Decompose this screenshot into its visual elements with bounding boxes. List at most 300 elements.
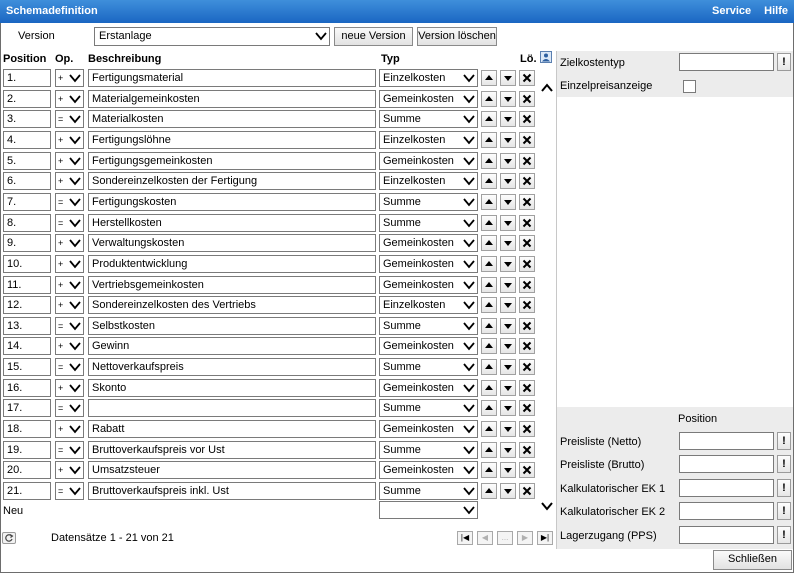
type-value: Gemeinkosten [383, 423, 454, 436]
arrow-down-icon [503, 424, 513, 434]
table-row [0, 316, 540, 337]
scroll-down-icon[interactable] [540, 500, 554, 512]
move-down-button[interactable] [500, 132, 516, 148]
position-input[interactable]: 7. [3, 193, 51, 211]
delete-row-button[interactable] [519, 111, 535, 127]
delete-row-button[interactable] [519, 318, 535, 334]
description-input[interactable]: Fertigungsmaterial [88, 69, 376, 87]
type-select[interactable] [379, 379, 478, 397]
side-field-input[interactable] [679, 432, 774, 450]
operator-select[interactable] [55, 399, 84, 417]
arrow-down-icon [503, 486, 513, 496]
move-up-button[interactable] [481, 483, 497, 499]
type-select[interactable] [379, 296, 478, 314]
scroll-up-icon[interactable] [540, 82, 554, 94]
type-value: Einzelkosten [383, 175, 446, 188]
move-down-button[interactable] [500, 380, 516, 396]
description-input[interactable]: Sondereinzelkosten des Vertriebs [88, 296, 376, 314]
close-icon [522, 94, 532, 104]
table-row [0, 357, 540, 378]
move-up-button[interactable] [481, 400, 497, 416]
arrow-up-icon [484, 135, 494, 145]
side-field-label: Kalkulatorischer EK 2 [560, 506, 666, 518]
operator-value: = [58, 486, 64, 496]
move-down-button[interactable] [500, 338, 516, 354]
arrow-up-icon [484, 486, 494, 496]
operator-select[interactable] [55, 441, 84, 459]
move-up-button[interactable] [481, 194, 497, 210]
arrow-up-icon [484, 218, 494, 228]
chevron-down-icon [68, 484, 82, 498]
move-down-button[interactable] [500, 277, 516, 293]
side-field-input[interactable] [679, 502, 774, 520]
operator-select[interactable] [55, 255, 84, 273]
delete-row-button[interactable] [519, 194, 535, 210]
table-row [0, 440, 540, 461]
operator-select[interactable] [55, 172, 84, 190]
operator-value: + [58, 176, 64, 187]
close-icon [522, 321, 532, 331]
operator-select[interactable] [55, 482, 84, 500]
close-icon [522, 362, 532, 372]
description-input[interactable]: Materialgemeinkosten [88, 90, 376, 108]
chevron-down-icon [462, 71, 476, 85]
move-down-button[interactable] [500, 256, 516, 272]
description-input[interactable]: Materialkosten [88, 110, 376, 128]
move-down-button[interactable] [500, 462, 516, 478]
delete-row-button[interactable] [519, 359, 535, 375]
close-icon [522, 197, 532, 207]
type-select[interactable] [379, 337, 478, 355]
arrow-down-icon [503, 341, 513, 351]
prev-page-icon[interactable]: ◀ [477, 531, 493, 545]
operator-select[interactable] [55, 420, 84, 438]
operator-select[interactable] [55, 131, 84, 149]
type-select[interactable] [379, 358, 478, 376]
chevron-down-icon [462, 92, 476, 106]
type-select[interactable] [379, 110, 478, 128]
arrow-up-icon [484, 238, 494, 248]
chevron-down-icon [462, 381, 476, 395]
version-select[interactable] [94, 27, 330, 46]
arrow-down-icon [503, 176, 513, 186]
delete-row-button[interactable] [519, 235, 535, 251]
chevron-down-icon [462, 112, 476, 126]
move-up-button[interactable] [481, 173, 497, 189]
chevron-down-icon [462, 174, 476, 188]
arrow-down-icon [503, 135, 513, 145]
side-field-lookup-button[interactable]: ! [777, 526, 791, 544]
move-down-button[interactable] [500, 421, 516, 437]
operator-select[interactable] [55, 317, 84, 335]
operator-select[interactable] [55, 152, 84, 170]
operator-select[interactable] [55, 193, 84, 211]
chevron-down-icon [68, 71, 82, 85]
move-up-button[interactable] [481, 256, 497, 272]
delete-row-button[interactable] [519, 153, 535, 169]
arrow-up-icon [484, 156, 494, 166]
arrow-up-icon [484, 341, 494, 351]
close-icon [522, 156, 532, 166]
description-input[interactable]: Umsatzsteuer [88, 461, 376, 479]
move-up-button[interactable] [481, 442, 497, 458]
chevron-down-icon [462, 154, 476, 168]
delete-row-button[interactable] [519, 338, 535, 354]
delete-row-button[interactable] [519, 132, 535, 148]
operator-value: = [58, 444, 64, 455]
type-value: Summe [383, 485, 421, 497]
move-down-button[interactable] [500, 359, 516, 375]
table-row [0, 419, 540, 440]
operator-value: + [58, 341, 64, 352]
move-down-button[interactable] [500, 70, 516, 86]
chevron-down-icon [462, 422, 476, 436]
arrow-up-icon [484, 197, 494, 207]
first-page-icon[interactable]: |◀ [457, 531, 473, 545]
description-input[interactable]: Fertigungslöhne [88, 131, 376, 149]
chevron-down-icon [314, 29, 328, 43]
operator-select[interactable] [55, 90, 84, 108]
arrow-down-icon [503, 156, 513, 166]
type-select[interactable] [379, 131, 478, 149]
description-input[interactable]: Vertriebsgemeinkosten [88, 276, 376, 294]
position-input[interactable]: 8. [3, 214, 51, 232]
help-link[interactable]: Hilfe [764, 5, 788, 17]
position-input[interactable]: 13. [3, 317, 51, 335]
type-select[interactable] [379, 461, 478, 479]
move-up-button[interactable] [481, 318, 497, 334]
refresh-icon[interactable] [2, 532, 16, 544]
type-value: Summe [383, 361, 421, 374]
zielkostentyp-lookup-button[interactable]: ! [777, 53, 791, 71]
position-input[interactable]: 2. [3, 90, 51, 108]
arrow-up-icon [484, 176, 494, 186]
new-row-type-select[interactable] [379, 501, 478, 519]
operator-value: = [58, 114, 64, 125]
operator-value: = [58, 320, 64, 331]
delete-version-button[interactable]: Version löschen [417, 27, 497, 46]
description-input[interactable]: Fertigungsgemeinkosten [88, 152, 376, 170]
close-icon [522, 280, 532, 290]
position-input[interactable]: 19. [3, 441, 51, 459]
delete-row-button[interactable] [519, 442, 535, 458]
table-row [0, 233, 540, 254]
move-down-button[interactable] [500, 483, 516, 499]
service-link[interactable]: Service [712, 5, 752, 17]
position-input[interactable]: 18. [3, 420, 51, 438]
arrow-down-icon [503, 383, 513, 393]
position-input[interactable]: 4. [3, 131, 51, 149]
arrow-up-icon [484, 362, 494, 372]
table-row [0, 151, 540, 172]
move-up-button[interactable] [481, 111, 497, 127]
page-ellipsis[interactable]: ... [497, 531, 513, 545]
close-icon [522, 259, 532, 269]
type-select[interactable] [379, 90, 478, 108]
chevron-down-icon [68, 319, 82, 333]
position-input[interactable]: 6. [3, 172, 51, 190]
arrow-down-icon [503, 403, 513, 413]
position-input[interactable]: 20. [3, 461, 51, 479]
type-select[interactable] [379, 482, 478, 500]
close-icon [522, 135, 532, 145]
einzelpreisanzeige-label: Einzelpreisanzeige [560, 80, 653, 92]
arrow-up-icon [484, 383, 494, 393]
position-input[interactable]: 10. [3, 255, 51, 273]
move-down-button[interactable] [500, 442, 516, 458]
move-down-button[interactable] [500, 153, 516, 169]
close-icon [522, 114, 532, 124]
move-down-button[interactable] [500, 194, 516, 210]
side-field-label: Lagerzugang (PPS) [560, 530, 657, 542]
close-icon [522, 73, 532, 83]
delete-row-button[interactable] [519, 483, 535, 499]
side-field-lookup-button[interactable]: ! [777, 479, 791, 497]
operator-value: + [58, 155, 64, 166]
type-select[interactable] [379, 420, 478, 438]
position-input[interactable]: 11. [3, 276, 51, 294]
side-field-label: Kalkulatorischer EK 1 [560, 483, 666, 495]
version-select-value: Erstanlage [99, 30, 152, 42]
table-row [0, 213, 540, 234]
operator-value: + [58, 382, 64, 393]
type-value: Summe [383, 113, 421, 126]
delete-row-button[interactable] [519, 215, 535, 231]
chevron-down-icon [68, 257, 82, 271]
chevron-down-icon [462, 133, 476, 147]
type-select[interactable] [379, 399, 478, 417]
arrow-up-icon [484, 259, 494, 269]
chevron-down-icon [462, 278, 476, 292]
type-value: Summe [383, 319, 421, 332]
description-input[interactable]: Skonto [88, 379, 376, 397]
type-value: Gemeinkosten [383, 92, 454, 105]
arrow-up-icon [484, 300, 494, 310]
table-row [0, 481, 540, 502]
chevron-down-icon [68, 463, 82, 477]
move-up-button[interactable] [481, 70, 497, 86]
delete-row-button[interactable] [519, 70, 535, 86]
type-value: Summe [383, 443, 421, 456]
operator-value: + [58, 279, 64, 290]
type-value: Einzelkosten [383, 133, 446, 146]
arrow-up-icon [484, 94, 494, 104]
position-input[interactable]: 16. [3, 379, 51, 397]
move-up-button[interactable] [481, 277, 497, 293]
arrow-down-icon [503, 114, 513, 124]
description-input[interactable]: Rabatt [88, 420, 376, 438]
arrow-down-icon [503, 218, 513, 228]
move-down-button[interactable] [500, 91, 516, 107]
description-input[interactable]: Bruttoverkaufspreis vor Ust [88, 441, 376, 459]
arrow-up-icon [484, 403, 494, 413]
operator-select[interactable] [55, 358, 84, 376]
close-icon [522, 445, 532, 455]
position-input[interactable]: 9. [3, 234, 51, 252]
move-up-button[interactable] [481, 235, 497, 251]
side-field-input[interactable] [679, 479, 774, 497]
position-input[interactable]: 5. [3, 152, 51, 170]
operator-value: = [58, 217, 64, 228]
delete-row-button[interactable] [519, 421, 535, 437]
einzelpreisanzeige-checkbox[interactable] [683, 80, 696, 93]
delete-row-button[interactable] [519, 91, 535, 107]
type-value: Einzelkosten [383, 299, 446, 312]
position-input[interactable]: 15. [3, 358, 51, 376]
col-header-position: Position [3, 53, 47, 65]
move-down-button[interactable] [500, 173, 516, 189]
move-up-button[interactable] [481, 380, 497, 396]
description-input[interactable]: Fertigungskosten [88, 193, 376, 211]
arrow-down-icon [503, 280, 513, 290]
description-input[interactable] [88, 399, 376, 417]
move-up-button[interactable] [481, 297, 497, 313]
last-page-icon[interactable]: ▶| [537, 531, 553, 545]
type-value: Gemeinkosten [383, 257, 454, 270]
table-row [0, 460, 540, 481]
chevron-down-icon [462, 257, 476, 271]
type-value: Gemeinkosten [383, 381, 454, 394]
move-up-button[interactable] [481, 153, 497, 169]
move-down-button[interactable] [500, 215, 516, 231]
operator-value: + [58, 73, 64, 83]
move-down-button[interactable] [500, 400, 516, 416]
operator-select[interactable] [55, 296, 84, 314]
position-input[interactable]: 12. [3, 296, 51, 314]
position-input[interactable]: 14. [3, 337, 51, 355]
chevron-down-icon [68, 216, 82, 230]
zielkostentyp-label: Zielkostentyp [560, 57, 625, 69]
new-row-label: Neu [3, 505, 24, 517]
delete-row-button[interactable] [519, 297, 535, 313]
side-field-lookup-button[interactable]: ! [777, 502, 791, 520]
description-input[interactable]: Herstellkosten [88, 214, 376, 232]
move-up-button[interactable] [481, 338, 497, 354]
delete-row-button[interactable] [519, 400, 535, 416]
table-row [0, 295, 540, 316]
description-input[interactable]: Bruttoverkaufspreis inkl. Ust [88, 482, 376, 500]
chevron-down-icon [68, 236, 82, 250]
delete-row-button[interactable] [519, 256, 535, 272]
position-input[interactable]: 1. [3, 69, 51, 87]
move-up-button[interactable] [481, 421, 497, 437]
table-row [0, 398, 540, 419]
chevron-down-icon [462, 484, 476, 498]
delete-row-button[interactable] [519, 173, 535, 189]
description-input[interactable]: Gewinn [88, 337, 376, 355]
move-up-button[interactable] [481, 132, 497, 148]
type-select[interactable] [379, 441, 478, 459]
description-input[interactable]: Selbstkosten [88, 317, 376, 335]
arrow-down-icon [503, 445, 513, 455]
description-input[interactable]: Nettoverkaufspreis [88, 358, 376, 376]
type-select[interactable] [379, 172, 478, 190]
next-page-icon[interactable]: ▶ [517, 531, 533, 545]
move-up-button[interactable] [481, 215, 497, 231]
chevron-down-icon [462, 443, 476, 457]
position-input[interactable]: 3. [3, 110, 51, 128]
move-down-button[interactable] [500, 318, 516, 334]
type-select[interactable] [379, 214, 478, 232]
move-down-button[interactable] [500, 235, 516, 251]
operator-select[interactable] [55, 461, 84, 479]
type-select[interactable] [379, 317, 478, 335]
chevron-down-icon [68, 401, 82, 415]
close-icon [522, 341, 532, 351]
description-input[interactable]: Sondereinzelkosten der Fertigung [88, 172, 376, 190]
delete-row-button[interactable] [519, 277, 535, 293]
chevron-down-icon [68, 298, 82, 312]
window-title: Schemadefinition [6, 5, 98, 17]
type-select[interactable] [379, 193, 478, 211]
chevron-down-icon [68, 92, 82, 106]
type-select[interactable] [379, 234, 478, 252]
chevron-down-icon [68, 154, 82, 168]
close-icon [522, 465, 532, 475]
operator-select[interactable] [55, 276, 84, 294]
pager-record-count: Datensätze 1 - 21 von 21 [51, 532, 174, 544]
arrow-down-icon [503, 238, 513, 248]
operator-select[interactable] [55, 214, 84, 232]
move-up-button[interactable] [481, 91, 497, 107]
operator-value: + [58, 93, 64, 104]
side-field-input[interactable] [679, 526, 774, 544]
side-field-input[interactable] [679, 455, 774, 473]
zielkostentyp-input[interactable] [679, 53, 774, 71]
chevron-down-icon [462, 463, 476, 477]
delete-row-button[interactable] [519, 380, 535, 396]
chevron-down-icon [68, 360, 82, 374]
side-field-lookup-button[interactable]: ! [777, 455, 791, 473]
new-version-button[interactable]: neue Version [334, 27, 413, 46]
side-field-lookup-button[interactable]: ! [777, 432, 791, 450]
chevron-down-icon [68, 278, 82, 292]
description-input[interactable]: Verwaltungskosten [88, 234, 376, 252]
operator-select[interactable] [55, 234, 84, 252]
chevron-down-icon [462, 401, 476, 415]
chevron-down-icon [68, 443, 82, 457]
type-select[interactable] [379, 69, 478, 87]
chevron-down-icon [68, 133, 82, 147]
move-down-button[interactable] [500, 111, 516, 127]
close-button[interactable]: Schließen [713, 550, 792, 570]
side-field-label: Preisliste (Netto) [560, 436, 642, 448]
type-select[interactable] [379, 152, 478, 170]
position-input[interactable]: 17. [3, 399, 51, 417]
user-settings-icon[interactable] [540, 51, 552, 63]
arrow-down-icon [503, 73, 513, 83]
move-up-button[interactable] [481, 359, 497, 375]
arrow-down-icon [503, 321, 513, 331]
move-up-button[interactable] [481, 462, 497, 478]
type-select[interactable] [379, 255, 478, 273]
operator-select[interactable] [55, 379, 84, 397]
operator-select[interactable] [55, 110, 84, 128]
move-down-button[interactable] [500, 297, 516, 313]
operator-select[interactable] [55, 337, 84, 355]
description-input[interactable]: Produktentwicklung [88, 255, 376, 273]
side-field-label: Preisliste (Brutto) [560, 459, 645, 471]
position-input[interactable]: 21. [3, 482, 51, 500]
chevron-down-icon [462, 319, 476, 333]
version-label: Version [18, 30, 55, 42]
type-select[interactable] [379, 276, 478, 294]
type-value: Gemeinkosten [383, 278, 454, 291]
chevron-down-icon [462, 360, 476, 374]
chevron-down-icon [462, 216, 476, 230]
operator-select[interactable] [55, 69, 84, 87]
delete-row-button[interactable] [519, 462, 535, 478]
